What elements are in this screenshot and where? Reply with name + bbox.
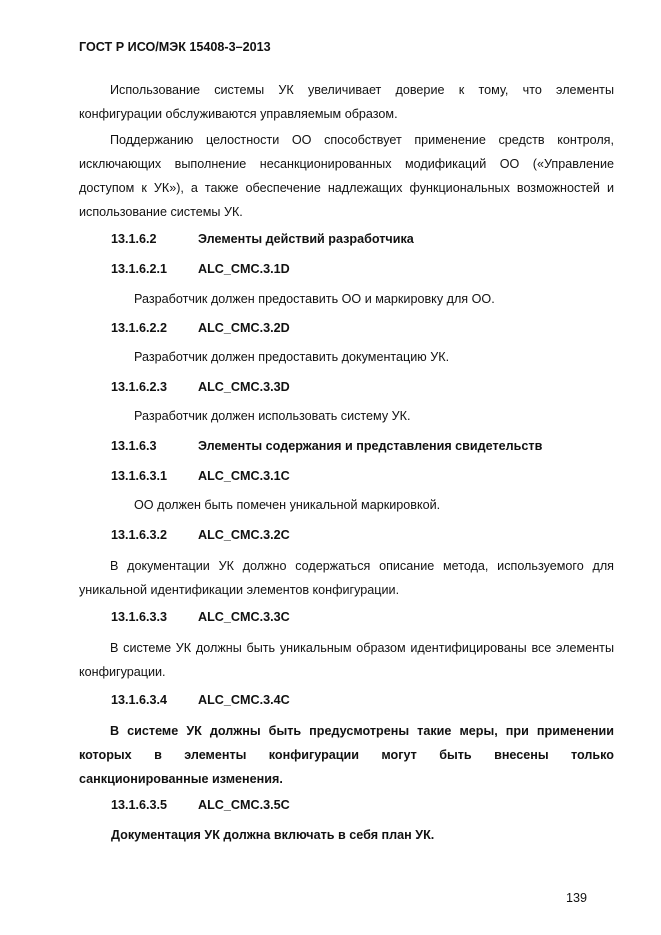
section-heading-13-1-6-3-3 bbox=[111, 610, 290, 624]
section-title: ALC_CMC.3.5C bbox=[198, 798, 290, 812]
element-text-alc-cmc-3-4c: В системе УК должны быть предусмотрены такие меры, при применении которых в элементы конфигурации могут быть внесены только санкционированные изменения. bbox=[79, 724, 614, 786]
section-heading-13-1-6-3-1 bbox=[111, 469, 290, 483]
section-title: ALC_CMC.3.1C bbox=[198, 469, 290, 483]
section-title: ALC_CMC.3.1D bbox=[198, 262, 290, 276]
section-heading-13-1-6-3-2 bbox=[111, 528, 290, 542]
section-heading-13-1-6-3-5 bbox=[111, 798, 290, 812]
section-number: 13.1.6.2.3 bbox=[111, 380, 168, 394]
section-number: 13.1.6.2 bbox=[111, 232, 157, 246]
section-number: 13.1.6.3.1 bbox=[111, 469, 168, 483]
section-heading-13-1-6-2-2 bbox=[111, 321, 290, 335]
element-text-alc-cmc-3-2d: Разработчик должен предоставить документацию УК. bbox=[134, 350, 450, 364]
section-heading-13-1-6-3 bbox=[111, 439, 542, 453]
section-number: 13.1.6.3.2 bbox=[111, 528, 168, 542]
section-number: 13.1.6.2.1 bbox=[111, 262, 168, 276]
section-title: Элементы содержания и представления свидетельств bbox=[198, 439, 543, 453]
section-number: 13.1.6.3 bbox=[111, 439, 157, 453]
document-header: ГОСТ Р ИСО/МЭК 15408-3–2013 bbox=[79, 40, 271, 54]
element-text-alc-cmc-3-1c: ОО должен быть помечен уникальной маркировкой. bbox=[134, 498, 441, 512]
page-number: 139 bbox=[566, 891, 588, 905]
section-heading-13-1-6-3-4 bbox=[111, 693, 290, 707]
element-text-alc-cmc-3-3d: Разработчик должен использовать систему УК. bbox=[134, 409, 411, 423]
section-title: ALC_CMC.3.3D bbox=[198, 380, 290, 394]
section-number: 13.1.6.2.2 bbox=[111, 321, 168, 335]
element-text-alc-cmc-3-3c: В системе УК должны быть уникальным образом идентифицированы все элементы конфигурации. bbox=[79, 641, 614, 679]
element-text-alc-cmc-3-1d: Разработчик должен предоставить ОО и маркировку для ОО. bbox=[134, 292, 495, 306]
section-heading-13-1-6-2 bbox=[111, 232, 414, 246]
section-title: ALC_CMC.3.2D bbox=[198, 321, 290, 335]
section-title: ALC_CMC.3.4C bbox=[198, 693, 290, 707]
section-heading-13-1-6-2-3 bbox=[111, 380, 290, 394]
section-number: 13.1.6.3.5 bbox=[111, 798, 168, 812]
section-number: 13.1.6.3.4 bbox=[111, 693, 168, 707]
section-title: Элементы действий разработчика bbox=[198, 232, 414, 246]
section-title: ALC_CMC.3.3C bbox=[198, 610, 290, 624]
section-title: ALC_CMC.3.2C bbox=[198, 528, 290, 542]
section-heading-13-1-6-2-1 bbox=[111, 262, 290, 276]
element-text-alc-cmc-3-2c: В документации УК должно содержаться описание метода, используемого для уникальной идентификации элементов конфигурации. bbox=[79, 559, 614, 597]
paragraph-cm-system-trust: Использование системы УК увеличивает доверие к тому, что элементы конфигурации обслуживаются управляемым образом. bbox=[79, 83, 614, 121]
paragraph-integrity: Поддержанию целостности ОО способствует применение средств контроля, исключающих выполнение несанкционированных модификаций ОО («Управление доступом к УК»), а также обеспечение надлежащих функциональных возможностей и использование системы УК. bbox=[79, 133, 614, 219]
section-number: 13.1.6.3.3 bbox=[111, 610, 168, 624]
element-text-alc-cmc-3-5c: Документация УК должна включать в себя план УК. bbox=[111, 828, 435, 842]
